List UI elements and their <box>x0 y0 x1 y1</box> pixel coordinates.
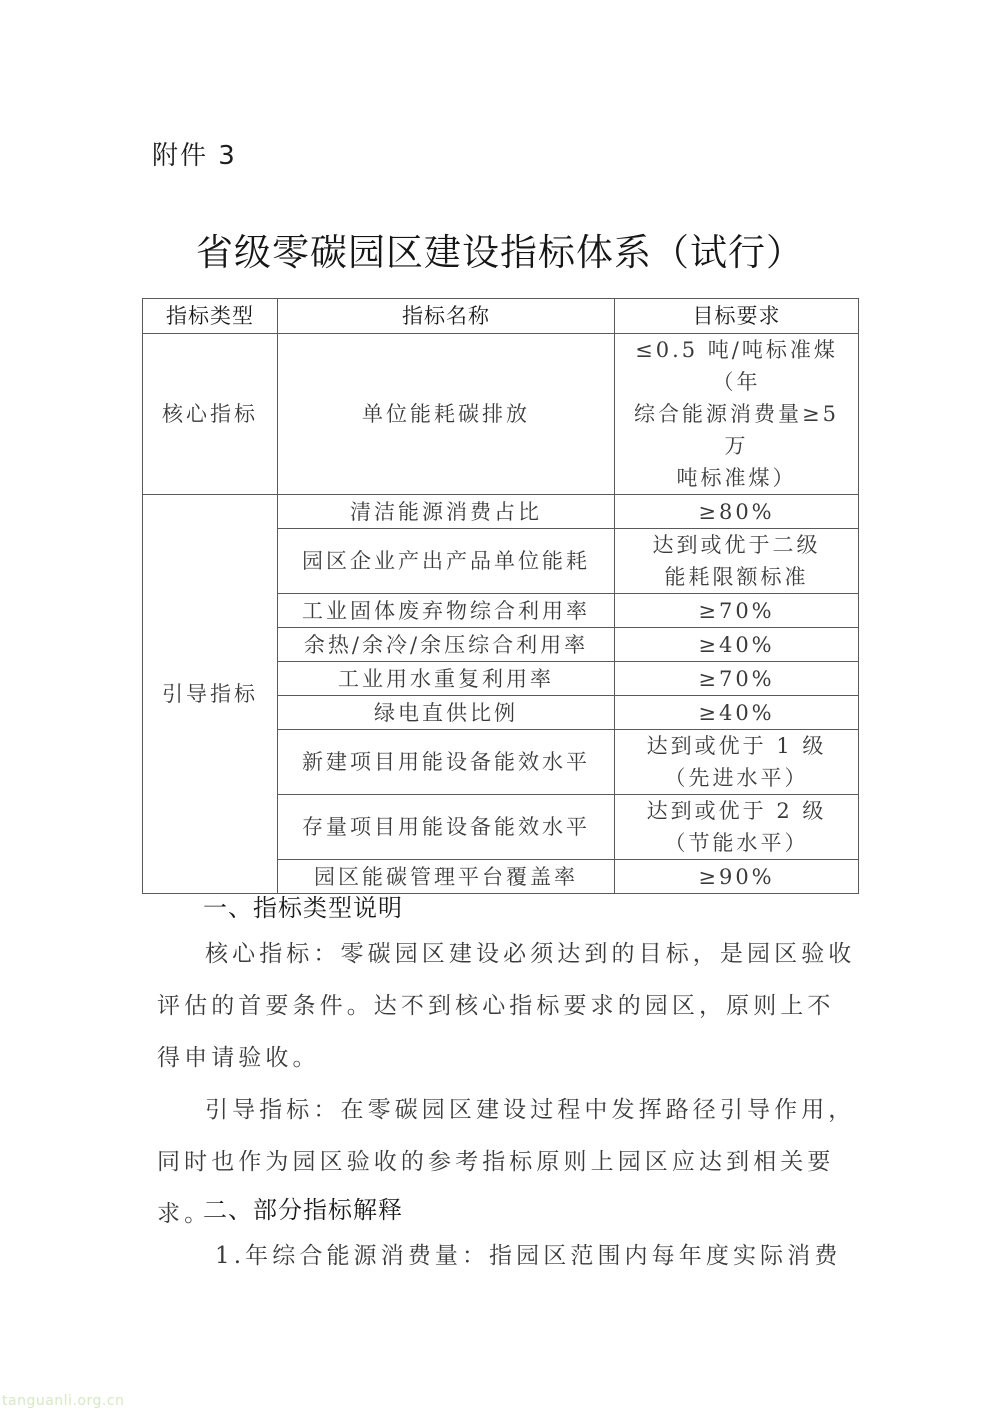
target-cell: ≥70% <box>615 594 859 628</box>
name-cell: 工业固体废弃物综合利用率 <box>278 594 615 628</box>
section-heading-2: 二、部分指标解释 <box>203 1196 403 1224</box>
watermark: tanguanli.org.cn <box>2 1393 125 1409</box>
header-name: 指标名称 <box>278 299 615 334</box>
type-cell-guide: 引导指标 <box>143 495 278 894</box>
indicator-table <box>142 298 859 894</box>
attachment-label: 附件 3 <box>152 141 237 171</box>
paragraph-core-indicator: 核心指标：零碳园区建设必须达到的目标，是园区验收评估的首要条件。达不到核心指标要求的园区，原则上不得申请验收。 <box>157 941 856 1071</box>
name-cell: 单位能耗碳排放 <box>278 334 615 495</box>
name-cell: 存量项目用能设备能效水平 <box>278 795 615 860</box>
target-line: （节能水平） <box>664 831 809 855</box>
name-cell: 工业用水重复利用率 <box>278 662 615 696</box>
name-cell: 清洁能源消费占比 <box>278 495 615 529</box>
target-line: （先进水平） <box>664 766 809 790</box>
target-cell: ≥70% <box>615 662 859 696</box>
section-heading-1: 一、指标类型说明 <box>203 894 403 922</box>
target-line: 综合能源消费量≥5 万 <box>634 402 839 458</box>
target-cell <box>615 529 859 594</box>
target-cell: ≥40% <box>615 696 859 730</box>
target-line: 达到或优于 1 级 <box>646 734 827 758</box>
name-cell: 新建项目用能设备能效水平 <box>278 730 615 795</box>
type-cell-core: 核心指标 <box>143 334 278 495</box>
target-cell: ≥40% <box>615 628 859 662</box>
target-line: ≤0.5 吨/吨标准煤（年 <box>635 338 838 394</box>
header-type: 指标类型 <box>143 299 278 334</box>
name-cell: 园区能碳管理平台覆盖率 <box>278 860 615 894</box>
table-row <box>143 495 859 529</box>
target-line: 吨标准煤） <box>676 466 797 490</box>
name-cell: 绿电直供比例 <box>278 696 615 730</box>
target-cell <box>615 334 859 495</box>
target-line: 达到或优于二级 <box>652 533 821 557</box>
paragraph-indicator-explanation: 1.年综合能源消费量：指园区范围内每年度实际消费 <box>215 1243 842 1269</box>
target-cell <box>615 730 859 795</box>
target-cell: ≥80% <box>615 495 859 529</box>
target-cell: ≥90% <box>615 860 859 894</box>
name-cell: 余热/余冷/余压综合利用率 <box>278 628 615 662</box>
table-row <box>143 334 859 495</box>
target-line: 达到或优于 2 级 <box>646 799 827 823</box>
paragraph-guide-indicator: 引导指标：在零碳园区建设过程中发挥路径引导作用，同时也作为园区验收的参考指标原则上园区应达到相关要求。 <box>157 1097 856 1227</box>
header-target: 目标要求 <box>615 299 859 334</box>
name-cell: 园区企业产出产品单位能耗 <box>278 529 615 594</box>
table-header-row <box>143 299 859 334</box>
target-line: 能耗限额标准 <box>664 565 809 589</box>
target-cell <box>615 795 859 860</box>
document-title: 省级零碳园区建设指标体系（试行） <box>196 231 804 274</box>
